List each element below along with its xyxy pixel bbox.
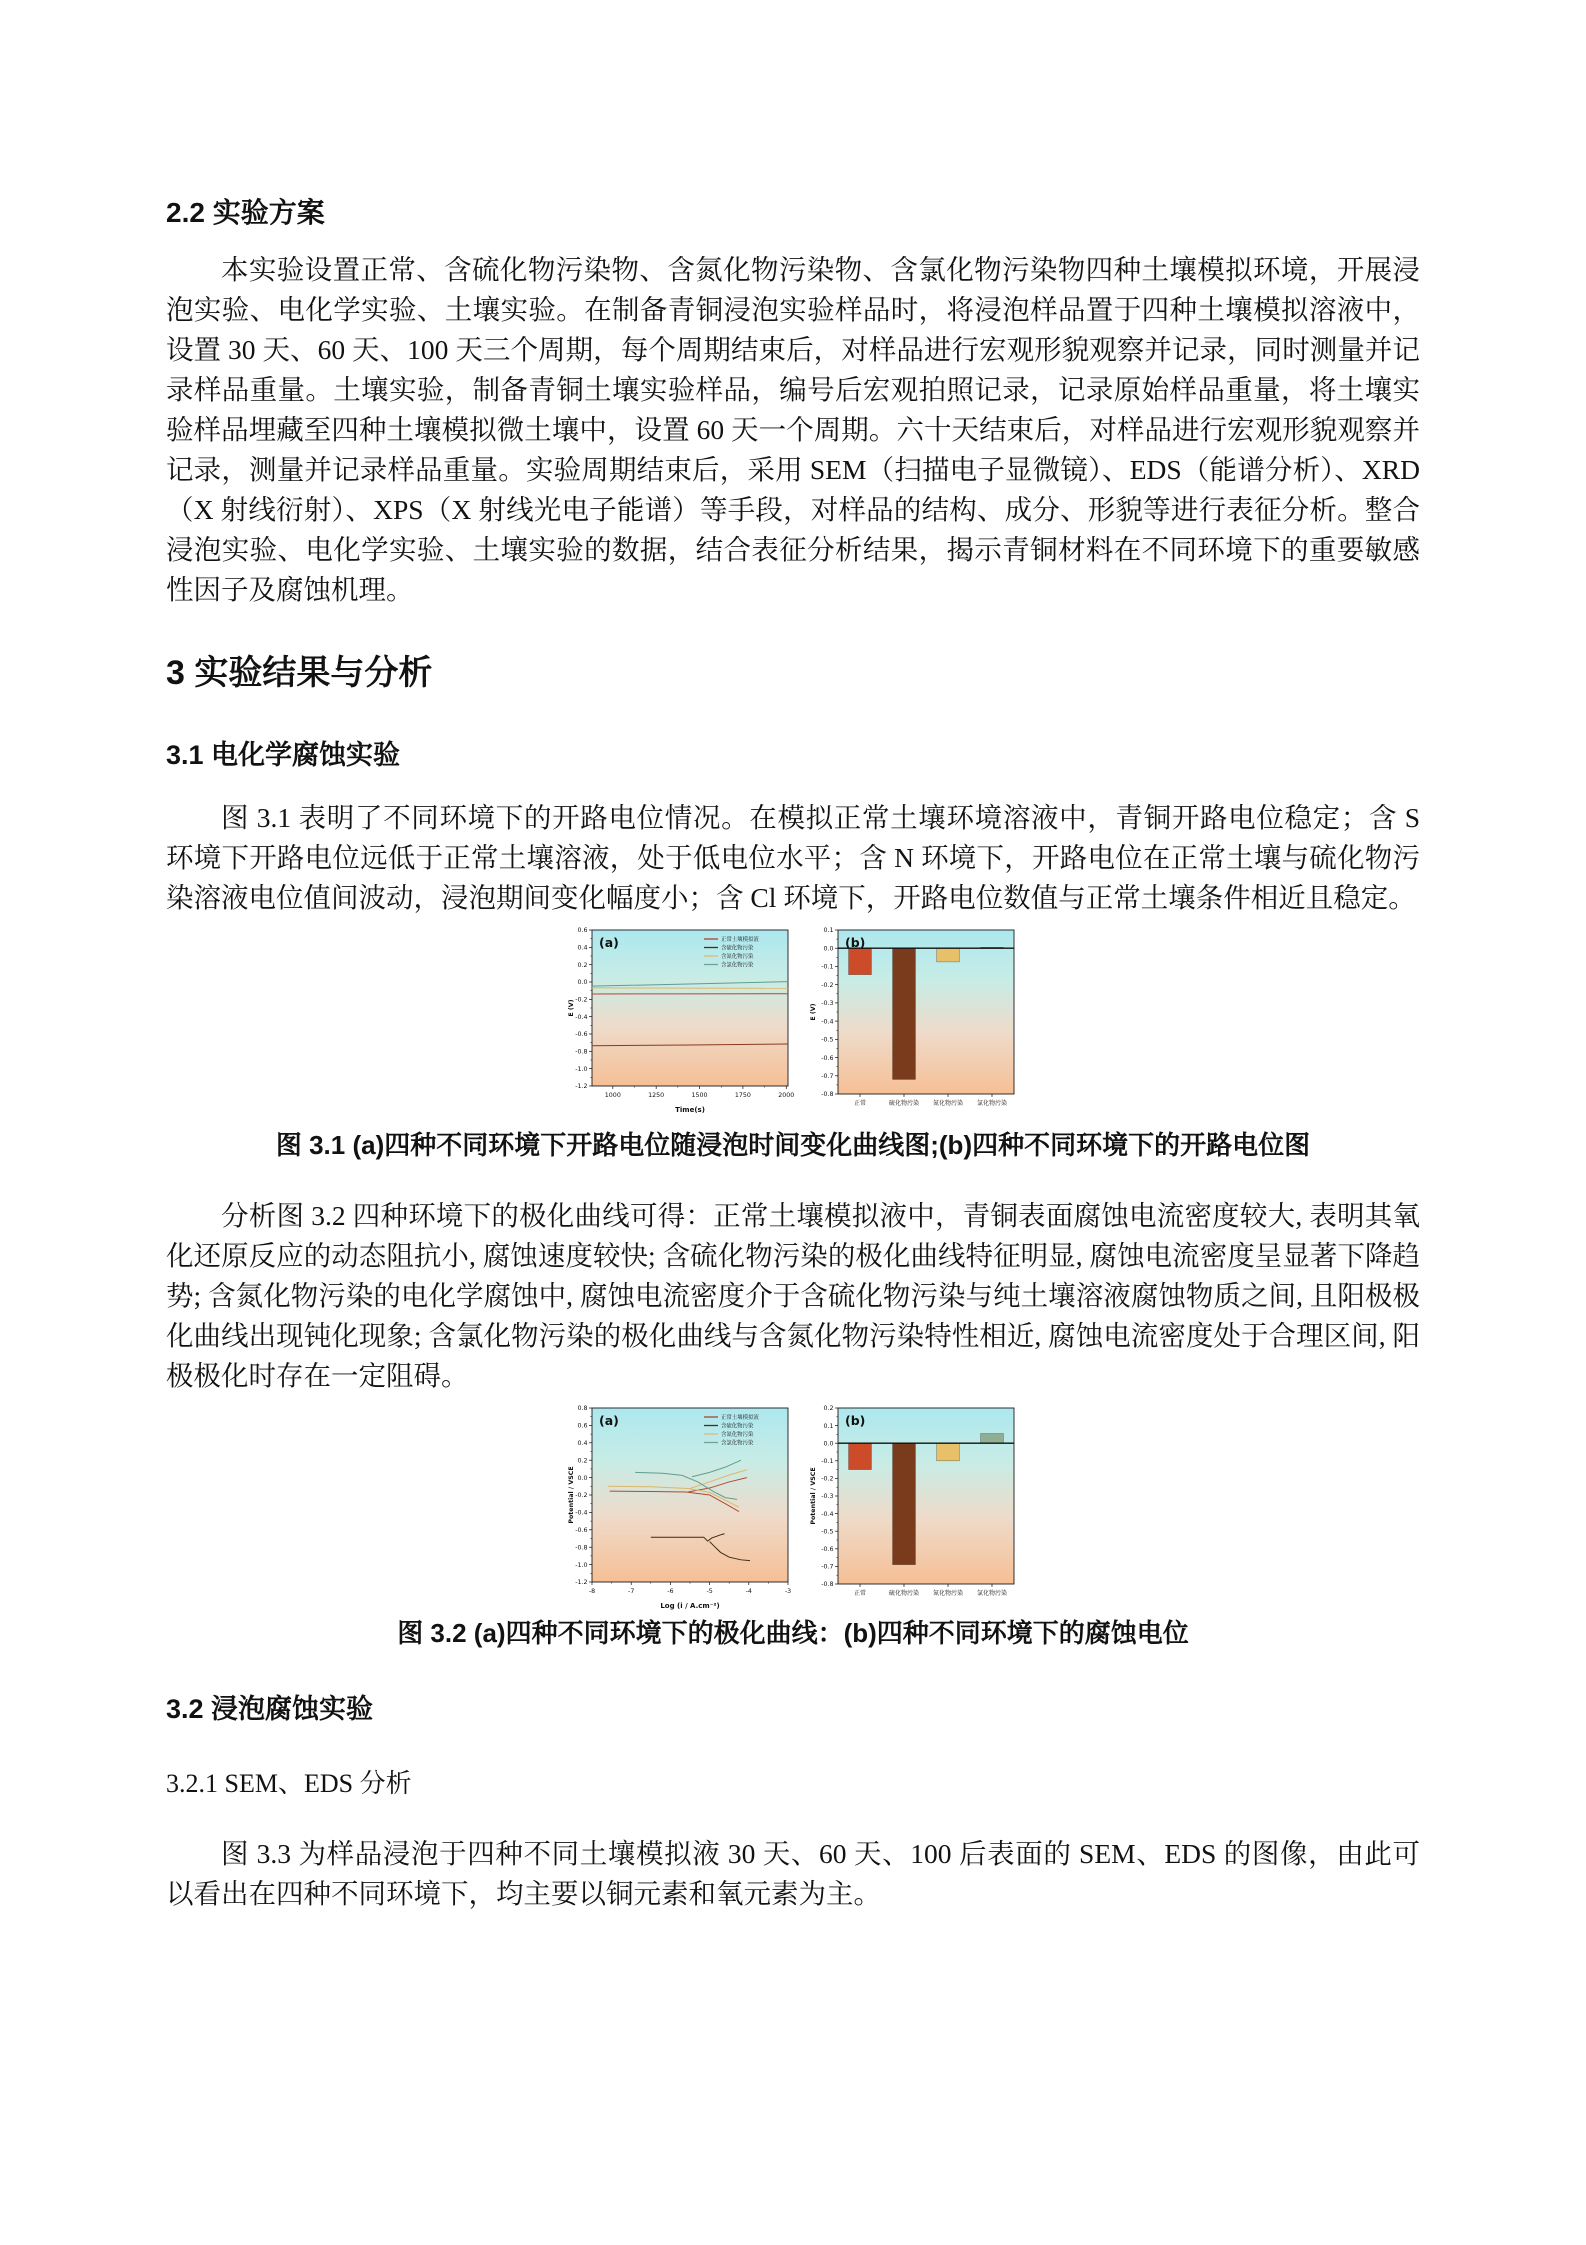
svg-text:正常: 正常 bbox=[853, 1590, 867, 1597]
svg-text:-0.1: -0.1 bbox=[821, 963, 834, 971]
svg-text:Potential / VSCE: Potential / VSCE bbox=[810, 1467, 817, 1525]
svg-text:-0.5: -0.5 bbox=[821, 1528, 834, 1536]
svg-text:0.8: 0.8 bbox=[577, 1405, 588, 1413]
svg-text:硫化物污染: 硫化物污染 bbox=[888, 1100, 920, 1107]
paragraph-polarization-analysis: 分析图 3.2 四种环境下的极化曲线可得：正常土壤模拟液中，青铜表面腐蚀电流密度较大, 表明其氧化还原反应的动态阻抗小, 腐蚀速度较快; 含硫化物污染的极化曲线特征明显, 腐蚀电流密度呈显著下降趋势; 含氮化物污染的电化学腐蚀中, 腐蚀电流密度介于含硫化物污染与纯土壤溶液腐蚀物质之间, 且阳极极化曲线出现钝化现象; 含氯化物污染的极化曲线与含氮化物污染特性相近, 腐蚀电流密度处于合理区间, 阳极极化时存在一定阻碍。 bbox=[166, 1200, 1420, 1391]
svg-text:-0.5: -0.5 bbox=[821, 1036, 834, 1044]
svg-text:Potential / VSCE: Potential / VSCE bbox=[568, 1466, 575, 1524]
svg-text:-0.8: -0.8 bbox=[821, 1581, 834, 1589]
section-heading-3-2-1: 3.2.1 SEM、EDS 分析 bbox=[166, 1769, 412, 1798]
svg-text:-0.7: -0.7 bbox=[821, 1072, 834, 1080]
figure-3-1-panels bbox=[166, 924, 1420, 1116]
svg-text:-0.2: -0.2 bbox=[821, 1475, 834, 1483]
svg-text:-1.2: -1.2 bbox=[575, 1083, 588, 1091]
section-heading-3-2: 3.2 浸泡腐蚀实验 bbox=[166, 1694, 374, 1724]
svg-text:0.0: 0.0 bbox=[823, 945, 834, 953]
svg-text:-0.6: -0.6 bbox=[575, 1527, 588, 1534]
svg-text:0.0: 0.0 bbox=[823, 1440, 834, 1448]
svg-text:2000: 2000 bbox=[778, 1092, 794, 1099]
svg-text:E (V): E (V) bbox=[810, 1003, 817, 1021]
svg-text:1750: 1750 bbox=[734, 1092, 751, 1099]
section-heading-3: 3 实验结果与分析 bbox=[166, 654, 433, 692]
svg-text:硫化物污染: 硫化物污染 bbox=[888, 1590, 920, 1597]
svg-text:含氯化物污染: 含氯化物污染 bbox=[721, 962, 754, 969]
svg-text:0.2: 0.2 bbox=[577, 1457, 588, 1465]
svg-text:1000: 1000 bbox=[604, 1092, 621, 1099]
svg-text:0.1: 0.1 bbox=[823, 1422, 834, 1430]
svg-text:0.4: 0.4 bbox=[577, 944, 588, 952]
svg-text:Time(s): Time(s) bbox=[675, 1106, 705, 1114]
svg-text:1500: 1500 bbox=[691, 1092, 708, 1099]
svg-text:-0.4: -0.4 bbox=[821, 1510, 834, 1518]
svg-text:-0.1: -0.1 bbox=[821, 1458, 834, 1465]
svg-text:正常土壤模拟液: 正常土壤模拟液 bbox=[721, 937, 759, 943]
svg-text:-1.0: -1.0 bbox=[575, 1561, 588, 1569]
svg-text:含氮化物污染: 含氮化物污染 bbox=[721, 1432, 754, 1438]
svg-text:氯化物污染: 氯化物污染 bbox=[976, 1590, 1008, 1597]
svg-text:0.1: 0.1 bbox=[823, 927, 834, 935]
svg-text:1250: 1250 bbox=[648, 1092, 665, 1099]
svg-text:-0.8: -0.8 bbox=[575, 1544, 588, 1552]
figure-3-1-caption: 图 3.1 (a)四种不同环境下开路电位随浸泡时间变化曲线图;(b)四种不同环境下的开路电位图 bbox=[275, 1130, 1311, 1160]
svg-text:-4: -4 bbox=[745, 1588, 752, 1595]
svg-text:0.6: 0.6 bbox=[577, 1422, 588, 1430]
svg-text:-0.2: -0.2 bbox=[575, 1492, 588, 1500]
chart-panel-a bbox=[566, 1402, 794, 1612]
svg-text:含氮化物污染: 含氮化物污染 bbox=[721, 954, 754, 960]
svg-text:-5: -5 bbox=[706, 1588, 713, 1595]
svg-text:正常土壤模拟液: 正常土壤模拟液 bbox=[721, 1415, 759, 1421]
svg-text:(b): (b) bbox=[845, 935, 866, 950]
chart-panel-b bbox=[808, 924, 1020, 1110]
section-heading-3-1: 3.1 电化学腐蚀实验 bbox=[166, 740, 401, 770]
svg-text:氯化物污染: 氯化物污染 bbox=[976, 1100, 1008, 1107]
paragraph-sem-eds: 图 3.3 为样品浸泡于四种不同土壤模拟液 30 天、60 天、100 后表面的 SEM、EDS 的图像，由此可以看出在四种不同环境下，均主要以铜元素和氧元素为主。 bbox=[166, 1838, 1420, 1909]
figure-3-1 bbox=[166, 924, 1420, 1162]
svg-text:(a): (a) bbox=[599, 935, 619, 950]
svg-text:-0.4: -0.4 bbox=[575, 1013, 588, 1021]
figure-3-2-panels bbox=[166, 1402, 1420, 1612]
paragraph-open-circuit-potential: 图 3.1 表明了不同环境下的开路电位情况。在模拟正常土壤环境溶液中，青铜开路电位稳定；含 S 环境下开路电位远低于正常土壤溶液，处于低电位水平；含 N 环境下，开路电位在正常土壤与硫化物污染溶液电位值间波动，浸泡期间变化幅度小；含 Cl 环境下，开路电位数值与正常土壤条件相近且稳定。 bbox=[166, 802, 1420, 913]
svg-text:-0.8: -0.8 bbox=[575, 1048, 588, 1056]
figure-3-2-caption: 图 3.2 (a)四种不同环境下的极化曲线：(b)四种不同环境下的腐蚀电位 bbox=[397, 1618, 1189, 1648]
svg-text:-0.6: -0.6 bbox=[821, 1054, 834, 1062]
svg-text:-0.7: -0.7 bbox=[821, 1563, 834, 1571]
svg-text:氮化物污染: 氮化物污染 bbox=[932, 1100, 964, 1107]
svg-text:-0.6: -0.6 bbox=[575, 1031, 588, 1039]
svg-text:-7: -7 bbox=[628, 1588, 635, 1595]
chart-panel-b bbox=[808, 1402, 1020, 1600]
svg-text:-0.2: -0.2 bbox=[575, 996, 588, 1004]
svg-text:含氯化物污染: 含氯化物污染 bbox=[721, 1440, 754, 1447]
svg-text:Log (i / A.cm⁻²): Log (i / A.cm⁻²) bbox=[660, 1602, 720, 1610]
svg-text:(b): (b) bbox=[845, 1413, 866, 1428]
svg-text:-0.2: -0.2 bbox=[821, 981, 834, 989]
svg-text:0.2: 0.2 bbox=[823, 1405, 834, 1413]
svg-text:0.4: 0.4 bbox=[577, 1440, 588, 1447]
svg-text:氮化物污染: 氮化物污染 bbox=[932, 1590, 964, 1597]
chart-panel-a bbox=[566, 924, 794, 1116]
svg-text:E (V): E (V) bbox=[568, 999, 575, 1017]
svg-text:-0.6: -0.6 bbox=[821, 1546, 834, 1553]
svg-text:-1.2: -1.2 bbox=[575, 1579, 588, 1587]
svg-text:0.6: 0.6 bbox=[577, 927, 588, 935]
svg-text:-3: -3 bbox=[784, 1588, 792, 1595]
svg-text:-8: -8 bbox=[588, 1588, 596, 1595]
svg-text:含硫化物污染: 含硫化物污染 bbox=[721, 945, 754, 952]
svg-text:0.0: 0.0 bbox=[577, 979, 588, 987]
svg-text:0.0: 0.0 bbox=[577, 1474, 588, 1482]
svg-text:-0.8: -0.8 bbox=[821, 1091, 834, 1099]
svg-text:正常: 正常 bbox=[853, 1100, 867, 1107]
svg-text:0.2: 0.2 bbox=[577, 961, 588, 969]
svg-text:-0.3: -0.3 bbox=[821, 1000, 834, 1008]
svg-text:-0.4: -0.4 bbox=[575, 1509, 588, 1517]
svg-text:(a): (a) bbox=[599, 1413, 619, 1428]
svg-text:-0.4: -0.4 bbox=[821, 1018, 834, 1026]
svg-text:-6: -6 bbox=[667, 1588, 674, 1595]
svg-text:-0.3: -0.3 bbox=[821, 1493, 834, 1501]
svg-text:-1.0: -1.0 bbox=[575, 1065, 588, 1073]
figure-3-2 bbox=[166, 1402, 1420, 1650]
svg-text:含硫化物污染: 含硫化物污染 bbox=[721, 1423, 754, 1430]
section-heading-2-2: 2.2 实验方案 bbox=[166, 197, 325, 228]
paragraph-experiment-plan: 本实验设置正常、含硫化物污染物、含氮化物污染物、含氯化物污染物四种土壤模拟环境，开展浸泡实验、电化学实验、土壤实验。在制备青铜浸泡实验样品时，将浸泡样品置于四种土壤模拟溶液中，设置 30 天、60 天、100 天三个周期，每个周期结束后，对样品进行宏观形貌观察并记录，同时测量并记录样品重量。土壤实验，制备青铜土壤实验样品，编号后宏观拍照记录，记录原始样品重量，将土壤实验样品埋藏至四种土壤模拟微土壤中，设置 60 天一个周期。六十天结束后，对样品进行宏观形貌观察并记录，测量并记录样品重量。实验周期结束后，采用 SEM（扫描电子显微镜）、EDS（能谱分析）、XRD（X 射线衍射）、XPS（X 射线光电子能谱）等手段，对样品的结构、成分、形貌等进行表征分析。整合浸泡实验、电化学实验、土壤实验的数据，结合表征分析结果，揭示青铜材料在不同环境下的重要敏感性因子及腐蚀机理。 bbox=[166, 254, 1420, 605]
